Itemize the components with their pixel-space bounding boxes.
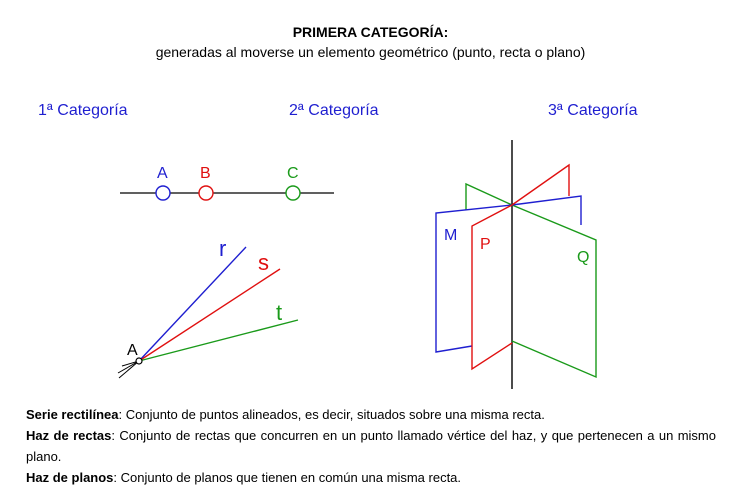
vertex-label: A — [127, 342, 138, 359]
definition-text: : Conjunto de planos que tienen en común una misma recta. — [113, 470, 462, 485]
point-c-label: C — [287, 165, 299, 182]
definition-haz-rectas — [26, 425, 716, 467]
line-r — [139, 247, 246, 361]
plane-m-back — [512, 196, 581, 225]
line-s — [139, 269, 283, 361]
plane-m-label: M — [444, 227, 458, 244]
plane-q-label: Q — [577, 249, 590, 266]
point-b-label: B — [200, 165, 211, 182]
definitions — [26, 404, 716, 488]
plane-p — [472, 205, 512, 369]
point-a — [156, 186, 170, 200]
page-title: PRIMERA CATEGORÍA: — [292, 24, 449, 40]
category-1-label: 1ª Categoría — [38, 102, 128, 119]
extension-s — [118, 361, 139, 373]
point-a-label: A — [157, 165, 168, 182]
definition-term: Haz de planos — [26, 470, 114, 485]
definition-text: : Conjunto de rectas que concurren en un punto llamado vértice del haz, y que pertenecen a un mismo plano. — [26, 428, 716, 464]
definition-haz-planos — [26, 467, 716, 488]
definition-term: Haz de rectas — [26, 428, 112, 443]
line-s-label: s — [258, 250, 269, 275]
point-c — [286, 186, 300, 200]
plane-p-label: P — [480, 236, 491, 253]
category-2-label: 2ª Categoría — [289, 102, 379, 119]
line-t-label: t — [276, 300, 283, 325]
category-3-label: 3ª Categoría — [548, 102, 638, 119]
definition-term: Serie rectilínea — [26, 407, 119, 422]
line-r-label: r — [219, 236, 227, 261]
point-b — [199, 186, 213, 200]
definition-serie — [26, 404, 716, 425]
plane-bundle — [436, 140, 596, 389]
point-series — [120, 165, 334, 200]
line-bundle — [118, 236, 298, 378]
plane-q — [512, 205, 596, 377]
line-t — [139, 320, 298, 361]
page-subtitle: generadas al moverse un elemento geométrico (punto, recta o plano) — [155, 44, 586, 60]
definition-text: : Conjunto de puntos alineados, es decir, situados sobre una misma recta. — [118, 407, 545, 422]
